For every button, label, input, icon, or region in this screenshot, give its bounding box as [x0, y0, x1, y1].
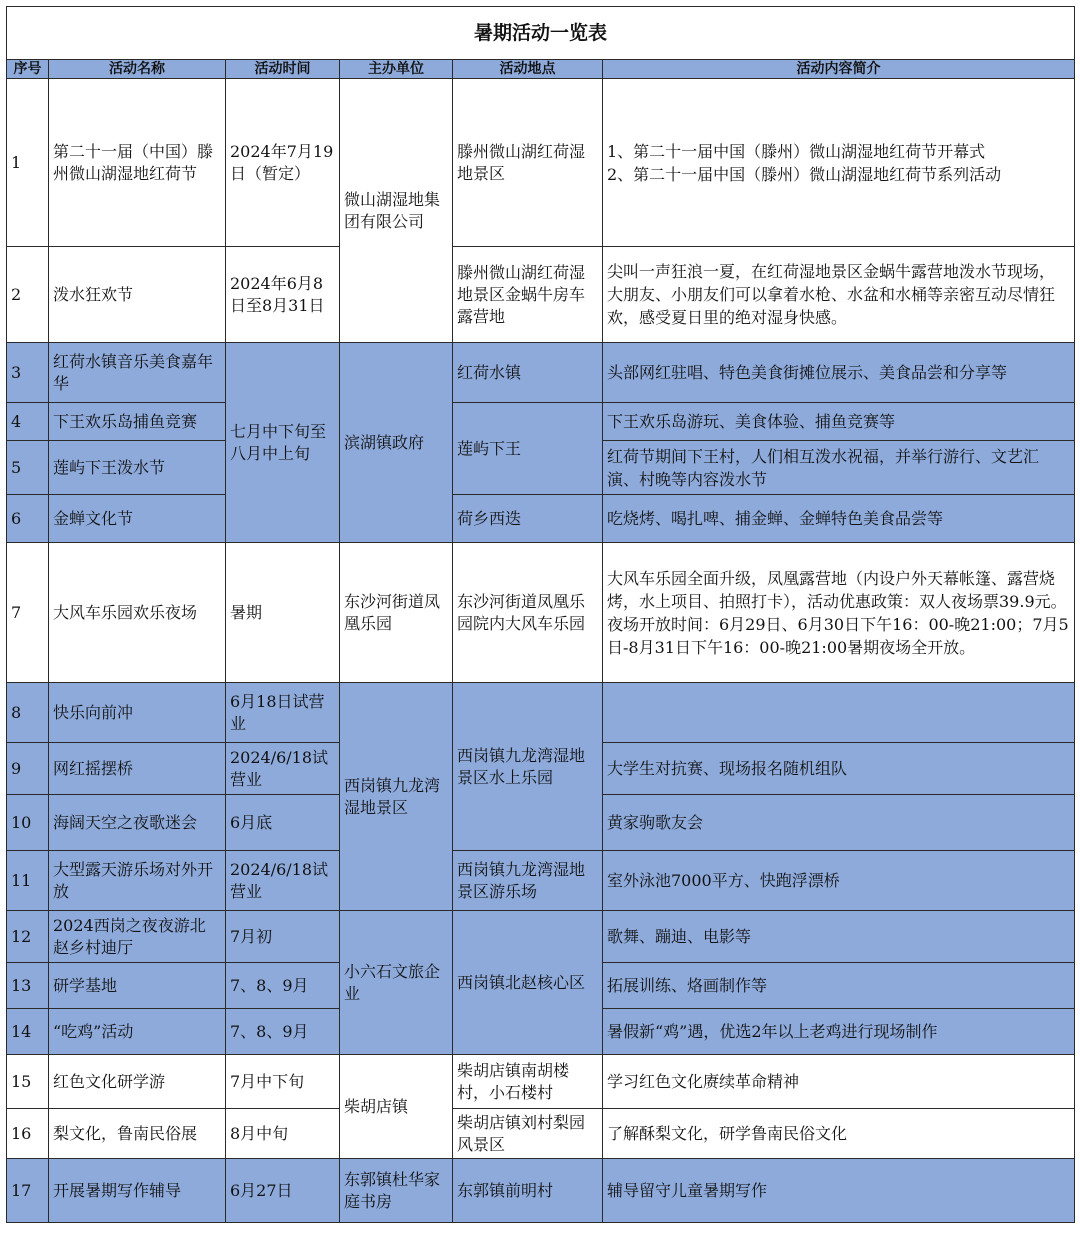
row-no: 12: [7, 911, 49, 963]
row-time: 7、8、9月: [226, 963, 340, 1009]
row-desc: 歌舞、蹦迪、电影等: [603, 911, 1075, 963]
table-row: [7, 683, 1075, 743]
activity-table: [6, 6, 1075, 1223]
row-place: 滕州微山湖红荷湿地景区: [453, 79, 603, 247]
row-time: 8月中旬: [226, 1109, 340, 1159]
row-org: 西岗镇九龙湾湿地景区: [340, 683, 453, 911]
row-no: 6: [7, 495, 49, 543]
row-place: 西岗镇九龙湾湿地景区游乐场: [453, 851, 603, 911]
row-no: 3: [7, 343, 49, 403]
row-desc: 红荷节期间下王村，人们相互泼水祝福，并举行游行、文艺汇演、村晚等内容泼水节: [603, 441, 1075, 495]
row-desc: 了解酥梨文化，研学鲁南民俗文化: [603, 1109, 1075, 1159]
row-desc: [603, 683, 1075, 743]
row-place: 柴胡店镇刘村梨园风景区: [453, 1109, 603, 1159]
row-place: 西岗镇北赵核心区: [453, 911, 603, 1055]
table-row: [7, 343, 1075, 403]
row-desc: 大学生对抗赛、现场报名随机组队: [603, 743, 1075, 795]
row-no: 5: [7, 441, 49, 495]
row-time: 6月27日: [226, 1159, 340, 1223]
row-desc: [603, 79, 1075, 247]
table-row: [7, 851, 1075, 911]
row-no: 9: [7, 743, 49, 795]
row-time: 6月底: [226, 795, 340, 851]
row-time: 7月中下旬: [226, 1055, 340, 1109]
desc-line: 夜场开放时间：6月29日、6月30日下午16：00-晚21:00；7月5日-8月31日下午16：00-晚21:00暑期夜场全开放。: [607, 614, 1069, 657]
row-no: 17: [7, 1159, 49, 1223]
table-row: [7, 1109, 1075, 1159]
desc-line: 大风车乐园全面升级，凤凰露营地（内设户外天幕帐篷、露营烧烤，水上项目、拍照打卡），活动优惠政策：双人夜场票39.9元。: [607, 568, 1067, 611]
row-place: 柴胡店镇南胡楼村，小石楼村: [453, 1055, 603, 1109]
row-time: 7、8、9月: [226, 1009, 340, 1055]
row-time: 2024年7月19日（暂定）: [226, 79, 340, 247]
row-name: 金蝉文化节: [49, 495, 226, 543]
row-name: 第二十一届（中国）滕州微山湖湿地红荷节: [49, 79, 226, 247]
row-org: 小六石文旅企业: [340, 911, 453, 1055]
table-row: [7, 1159, 1075, 1223]
row-time: 七月中下旬至八月中上旬: [226, 343, 340, 543]
row-name: 大风车乐园欢乐夜场: [49, 543, 226, 683]
row-time: 2024/6/18试营业: [226, 851, 340, 911]
table-row: [7, 79, 1075, 247]
row-place: 东沙河街道凤凰乐园院内大风车乐园: [453, 543, 603, 683]
row-desc: 辅导留守儿童暑期写作: [603, 1159, 1075, 1223]
row-desc: 学习红色文化赓续革命精神: [603, 1055, 1075, 1109]
row-desc: [603, 543, 1075, 683]
desc-line: 2、第二十一届中国（滕州）微山湖湿地红荷节系列活动: [607, 164, 1002, 184]
table-row: [7, 543, 1075, 683]
table-title: 暑期活动一览表: [7, 7, 1075, 60]
row-name: 红色文化研学游: [49, 1055, 226, 1109]
row-no: 16: [7, 1109, 49, 1159]
header-time: 活动时间: [226, 60, 340, 79]
header-org: 主办单位: [340, 60, 453, 79]
activity-sheet: [6, 6, 1074, 1223]
row-no: 7: [7, 543, 49, 683]
row-time: 2024/6/18试营业: [226, 743, 340, 795]
row-time: 暑期: [226, 543, 340, 683]
row-name: 研学基地: [49, 963, 226, 1009]
desc-line: 1、第二十一届中国（滕州）微山湖湿地红荷节开幕式: [607, 141, 986, 161]
row-place: 红荷水镇: [453, 343, 603, 403]
row-name: 红荷水镇音乐美食嘉年华: [49, 343, 226, 403]
row-org: 柴胡店镇: [340, 1055, 453, 1159]
row-no: 2: [7, 247, 49, 343]
row-no: 1: [7, 79, 49, 247]
table-row: [7, 403, 1075, 441]
row-desc: 头部网红驻唱、特色美食街摊位展示、美食品尝和分享等: [603, 343, 1075, 403]
row-name: 开展暑期写作辅导: [49, 1159, 226, 1223]
row-desc: 暑假新“鸡”遇，优选2年以上老鸡进行现场制作: [603, 1009, 1075, 1055]
row-name: 梨文化，鲁南民俗展: [49, 1109, 226, 1159]
row-desc: 黄家驹歌友会: [603, 795, 1075, 851]
row-name: 泼水狂欢节: [49, 247, 226, 343]
row-time: 6月18日试营业: [226, 683, 340, 743]
row-no: 14: [7, 1009, 49, 1055]
header-row: [7, 60, 1075, 79]
row-name: 下王欢乐岛捕鱼竞赛: [49, 403, 226, 441]
row-name: “吃鸡”活动: [49, 1009, 226, 1055]
row-name: 海阔天空之夜歌迷会: [49, 795, 226, 851]
row-no: 4: [7, 403, 49, 441]
table-row: [7, 495, 1075, 543]
header-desc: 活动内容简介: [603, 60, 1075, 79]
row-name: 2024西岗之夜夜游北赵乡村迪厅: [49, 911, 226, 963]
row-no: 10: [7, 795, 49, 851]
row-org: 微山湖湿地集团有限公司: [340, 79, 453, 343]
row-no: 11: [7, 851, 49, 911]
row-name: 网红摇摆桥: [49, 743, 226, 795]
header-seq: 序号: [7, 60, 49, 79]
row-place: 西岗镇九龙湾湿地景区水上乐园: [453, 683, 603, 851]
row-desc: 吃烧烤、喝扎啤、捕金蝉、金蝉特色美食品尝等: [603, 495, 1075, 543]
row-place: 莲屿下王: [453, 403, 603, 495]
row-org: 东沙河街道凤凰乐园: [340, 543, 453, 683]
row-desc: 拓展训练、烙画制作等: [603, 963, 1075, 1009]
row-place: 荷乡西迭: [453, 495, 603, 543]
row-org: 滨湖镇政府: [340, 343, 453, 543]
row-no: 13: [7, 963, 49, 1009]
row-no: 8: [7, 683, 49, 743]
row-desc: 室外泳池7000平方、快跑浮漂桥: [603, 851, 1075, 911]
row-desc: 尖叫一声狂浪一夏，在红荷湿地景区金蜗牛露营地泼水节现场，大朋友、小朋友们可以拿着水枪、水盆和水桶等亲密互动尽情狂欢，感受夏日里的绝对湿身快感。: [603, 247, 1075, 343]
row-name: 大型露天游乐场对外开放: [49, 851, 226, 911]
row-name: 快乐向前冲: [49, 683, 226, 743]
table-row: [7, 1055, 1075, 1109]
row-org: 东郭镇杜华家庭书房: [340, 1159, 453, 1223]
header-place: 活动地点: [453, 60, 603, 79]
row-place: 东郭镇前明村: [453, 1159, 603, 1223]
table-row: [7, 247, 1075, 343]
row-no: 15: [7, 1055, 49, 1109]
row-desc: 下王欢乐岛游玩、美食体验、捕鱼竞赛等: [603, 403, 1075, 441]
row-place: 滕州微山湖红荷湿地景区金蜗牛房车露营地: [453, 247, 603, 343]
header-name: 活动名称: [49, 60, 226, 79]
row-time: 7月初: [226, 911, 340, 963]
table-row: [7, 911, 1075, 963]
row-name: 莲屿下王泼水节: [49, 441, 226, 495]
row-time: 2024年6月8日至8月31日: [226, 247, 340, 343]
